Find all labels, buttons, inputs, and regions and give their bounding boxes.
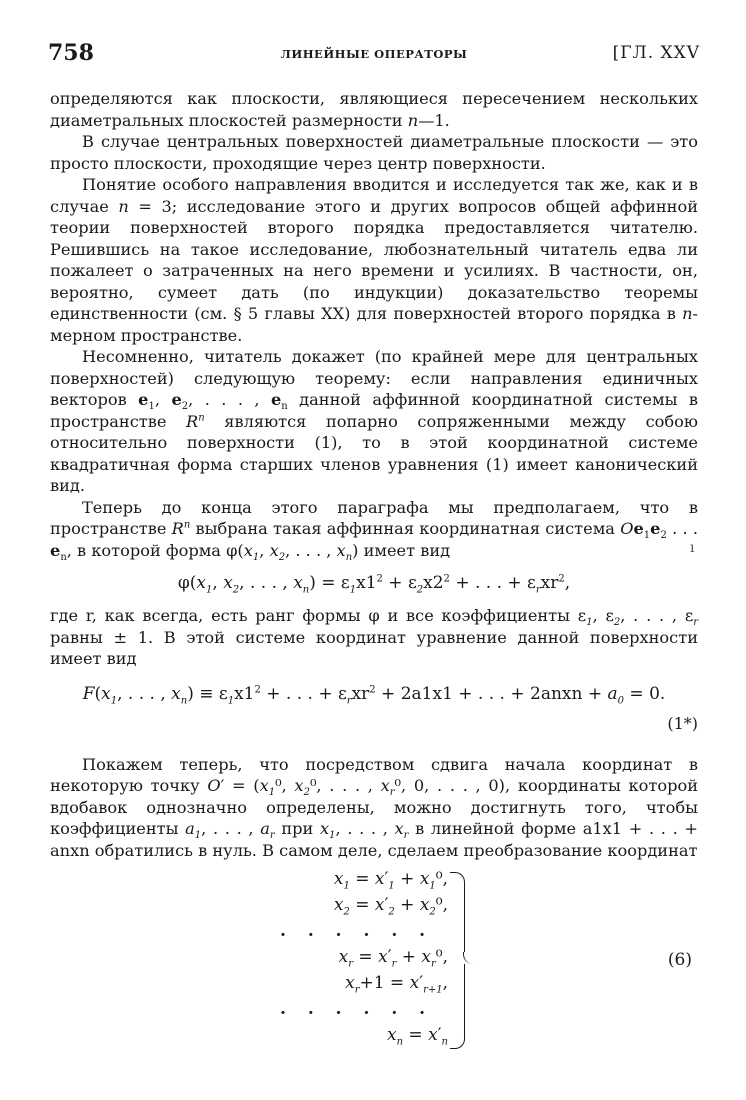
system-6-line: $x_r+1 = x'_{r+1}$,: [345, 973, 448, 996]
page-number: 758: [48, 40, 94, 66]
equation-6-label: (6): [667, 950, 692, 970]
paragraph-1: определяются как плоскости, являющиеся пересечением нескольких диаметральных плоскостей размерности n—1.: [50, 89, 698, 130]
paragraph-3: Понятие особого направления вводится и исследуется так же, как и в случае n = 3; исследование этого и других вопросов общей аффинной теории поверхностей второго порядка предоставляется читателю. Решившись на такое исследование, любознательный читатель едва ли пожалеет о затраченных на него времени и усилиях. В частности, он, вероятно, сумеет дать (по индукции) доказательство теоремы единственности (см. § 5 главы XX) для поверхностей второго порядка в n-мерном пространстве.: [50, 175, 698, 345]
equation-1-star: $F(x_1$, . . . , $x_n) \equiv \varepsilon_1x1^2$ + . . . + $\varepsilon_rxr^2 + 2a1x1$ + . . . + 2anxn + $a_0 = 0$.: [82, 683, 666, 706]
paragraph-4: Несомненно, читатель докажет (по крайней мере для центральных поверхностей) следующую теорему: если направления единичных векторов $e_1$, $e_2$, . . . , $e_n$ данной аффинной координатной системы в пространстве $R^n$ являются попарно сопряженными между собою относительно поверхности (1), то в этой координатной системе квадратичная форма старших членов уравнения (1) имеет канонический вид.: [50, 347, 698, 495]
chapter-label: [ГЛ. XXV: [612, 43, 700, 63]
margin-mark: ı: [690, 540, 695, 556]
running-title: ЛИНЕЙНЫЕ ОПЕРАТОРЫ: [280, 47, 468, 61]
paragraph-2: В случае центральных поверхностей диаметральные плоскости — это просто плоскости, проходящие через центр поверхности.: [50, 132, 698, 173]
paragraph-7: Покажем теперь, что посредством сдвига начала координат в некоторую точку $O' = (x_1^0$, $x_2^0$, . . . , $x_r^0$, 0, . . . , 0), координаты которой вдобавок однозначно определены, можно достигнуть того, чтобы коэффициенты $a_1$, . . . , $a_r$ при $x_1$, . . . , $x_r$ в линейной форме a1x1 + . . . + anxn обратились в нуль. В самом деле, сделаем преобразование координат: [50, 754, 698, 860]
paragraph-6: где r, как всегда, есть ранг формы φ и все коэффициенты $\varepsilon_1$, $\varepsilon_2$, . . . , $\varepsilon_r$ равны ± 1. В этой системе координат уравнение данной поверхности имеет вид: [50, 606, 698, 668]
brace-lower: [450, 964, 465, 1034]
system-6-line: . . . . . .: [280, 921, 434, 941]
system-6-line: $x_r = x'_r + x_r^0$,: [338, 947, 448, 970]
brace-upper: [450, 886, 465, 952]
system-6-line: $x_n = x'_n$: [386, 1025, 448, 1048]
equation-phi: $\varphi(x_1$, $x_2$, . . . , $x_n) = \varepsilon_1x1^2 + \varepsilon_2x2^2$ + . . . + $\varepsilon_rxr^2$,: [177, 573, 571, 596]
running-header: [48, 40, 700, 70]
system-6-line: $x_2 = x'_2 + x_2^0$,: [333, 895, 448, 918]
equation-system-6: [50, 866, 698, 1056]
paragraph-5: Теперь до конца этого параграфа мы предполагаем, что в пространстве $R^n$ выбрана такая аффинная координатная система $Oe_1e_2$ . . . $e_n$, в которой форма $\varphi(x_1$, $x_2$, . . . , $x_n$) имеет вид: [50, 497, 698, 563]
system-6-line: . . . . . .: [280, 999, 434, 1019]
equation-1-star-label: (1*): [667, 713, 698, 733]
text-body: [50, 88, 698, 861]
system-6-line: $x_1 = x'_1 + x_1^0$,: [333, 869, 448, 892]
